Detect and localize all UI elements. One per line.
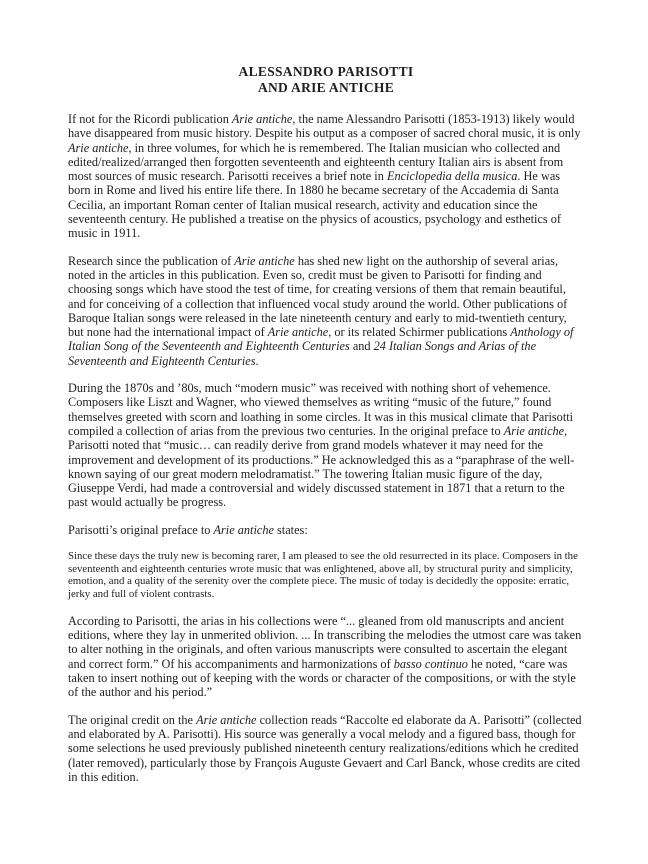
title-line-1: ALESSANDRO PARISOTTI [238, 64, 414, 79]
text-run: . [255, 353, 259, 368]
text-run: During the 1870s and ’80s, much “modern music” was received with nothing short of vehemence. Composers like Liszt and Wagner, who viewed themselves as writing “music of the future,” found themselves greeted with scorn and loathing in some circles. It was in this musical climate that Parisotti compiled a collection of arias from the previous two centuries. In the original preface to [68, 381, 574, 438]
text-run: , Parisotti noted that “music… can readily derive from grand models whatever it may need for the improvement and development of its productions.” He acknowledged this as a “paraphrase of the well-known saying of our great modern melodramatist.” The towering Italian music figure of the day, Giuseppe Verdi, had made a controversial and widely discussed statement in 1871 that a return to the past would actually be progress. [68, 423, 575, 510]
text-run: collection reads “Raccolte ed elaborate da A. Parisotti” (collected and elaborated by A. Parisotti). His source was generally a vocal melody and a figured bass, though for some selections he used previously published nineteenth century realizations/editions which he credited (later removed), particularly those by François Auguste Gevaert and Carl Banck, whose credits are cited in this edition. [68, 712, 582, 784]
research-paragraph [68, 254, 584, 368]
text-run: Research since the publication of [68, 253, 235, 268]
text-run: According to Parisotti, the arias in his collections were “... gleaned from old manuscripts and ancient editions, where they lay in unmerited oblivion. ... In transcribing the melodies the utmost care was taken to alter nothing in the originals, and often various manuscripts were consulted to ascertain the elegant and correct form.” Of his accompaniments and harmonizations of [68, 613, 582, 671]
text-run: Parisotti’s original preface to [68, 522, 214, 537]
musical-climate-paragraph [68, 381, 584, 510]
italic-text-run: Arie antiche [68, 140, 129, 155]
text-run: states: [273, 522, 308, 537]
italic-text-run: Arie antiche [231, 112, 293, 126]
italic-text-run: Arie antiche [503, 423, 565, 438]
italic-text-run: 24 Italian Songs and Arias of the Seventeenth and Eighteenth Centuries [68, 339, 537, 368]
text-run: , or its related Schirmer publications [328, 325, 511, 340]
text-run: and [349, 339, 374, 354]
collections-paragraph [68, 614, 584, 700]
preface-lead-in [68, 523, 584, 537]
document-body [68, 112, 584, 784]
italic-text-run: Enciclopedia della musica [386, 169, 518, 184]
text-run: If not for the Ricordi publication [68, 112, 232, 126]
text-run: , in three volumes, for which he is remembered. The Italian musician who collected and edited/realized/arranged then forgotten seventeenth and eighteenth century Italian airs is absent from most sources of music research. Parisotti receives a brief note in [68, 140, 564, 184]
italic-text-run: Arie antiche [213, 522, 274, 537]
text-run: Since these days the truly new is becoming rarer, I am pleased to see the old resurrected in its place. Composers in the seventeenth and eighteenth centuries wrote music that was enlightened, above all, by structural purity and simplicity, emotion, and a quality of the serenity over the complete piece. The music of today is decidedly the opposite: erratic, jerky and full of violent contrasts. [68, 550, 578, 601]
italic-text-run: Arie antiche [196, 712, 257, 727]
title-line-2: AND ARIE ANTICHE [257, 80, 395, 95]
credit-paragraph [68, 713, 584, 784]
text-run: has shed new light on the authorship of several arias, noted in the articles in this publication. Even so, credit must be given to Parisotti for finding and choosing songs which have stood the test of time, for creating versions of them that remain beautiful, and for conceiving of a collection that influenced vocal study around the world. Other publications of Baroque Italian songs were released in the late nineteenth century and early to mid-twentieth century, but none had the international impact of [68, 253, 568, 340]
text-run: The original credit on the [68, 712, 197, 727]
document-title [68, 64, 584, 96]
italic-text-run: Arie antiche [267, 325, 329, 340]
intro-paragraph [68, 112, 584, 241]
text-run: he noted, “care was taken to insert nothing out of keeping with the words or character of the compositions, or with the style of the author and his period.” [68, 656, 576, 700]
text-run: , the name Alessandro Parisotti (1853-1913) likely would have disappeared from music history. Despite his output as a composer of sacred choral music, it is only [68, 112, 581, 141]
text-run: . He was born in Rome and lived his entire life there. In 1880 he became secretary of the Accademia di Santa Cecilia, an important Roman center of Italian musical research, activity and education since the seventeenth century. He published a treatise on the physics of acoustics, psychology and esthetics of music in 1911. [68, 169, 561, 241]
italic-text-run: Anthology of Italian Song of the Seventeenth and Eighteenth Centuries [68, 325, 574, 354]
preface-quote [68, 550, 584, 601]
italic-text-run: basso continuo [393, 656, 468, 671]
italic-text-run: Arie antiche [234, 253, 295, 268]
